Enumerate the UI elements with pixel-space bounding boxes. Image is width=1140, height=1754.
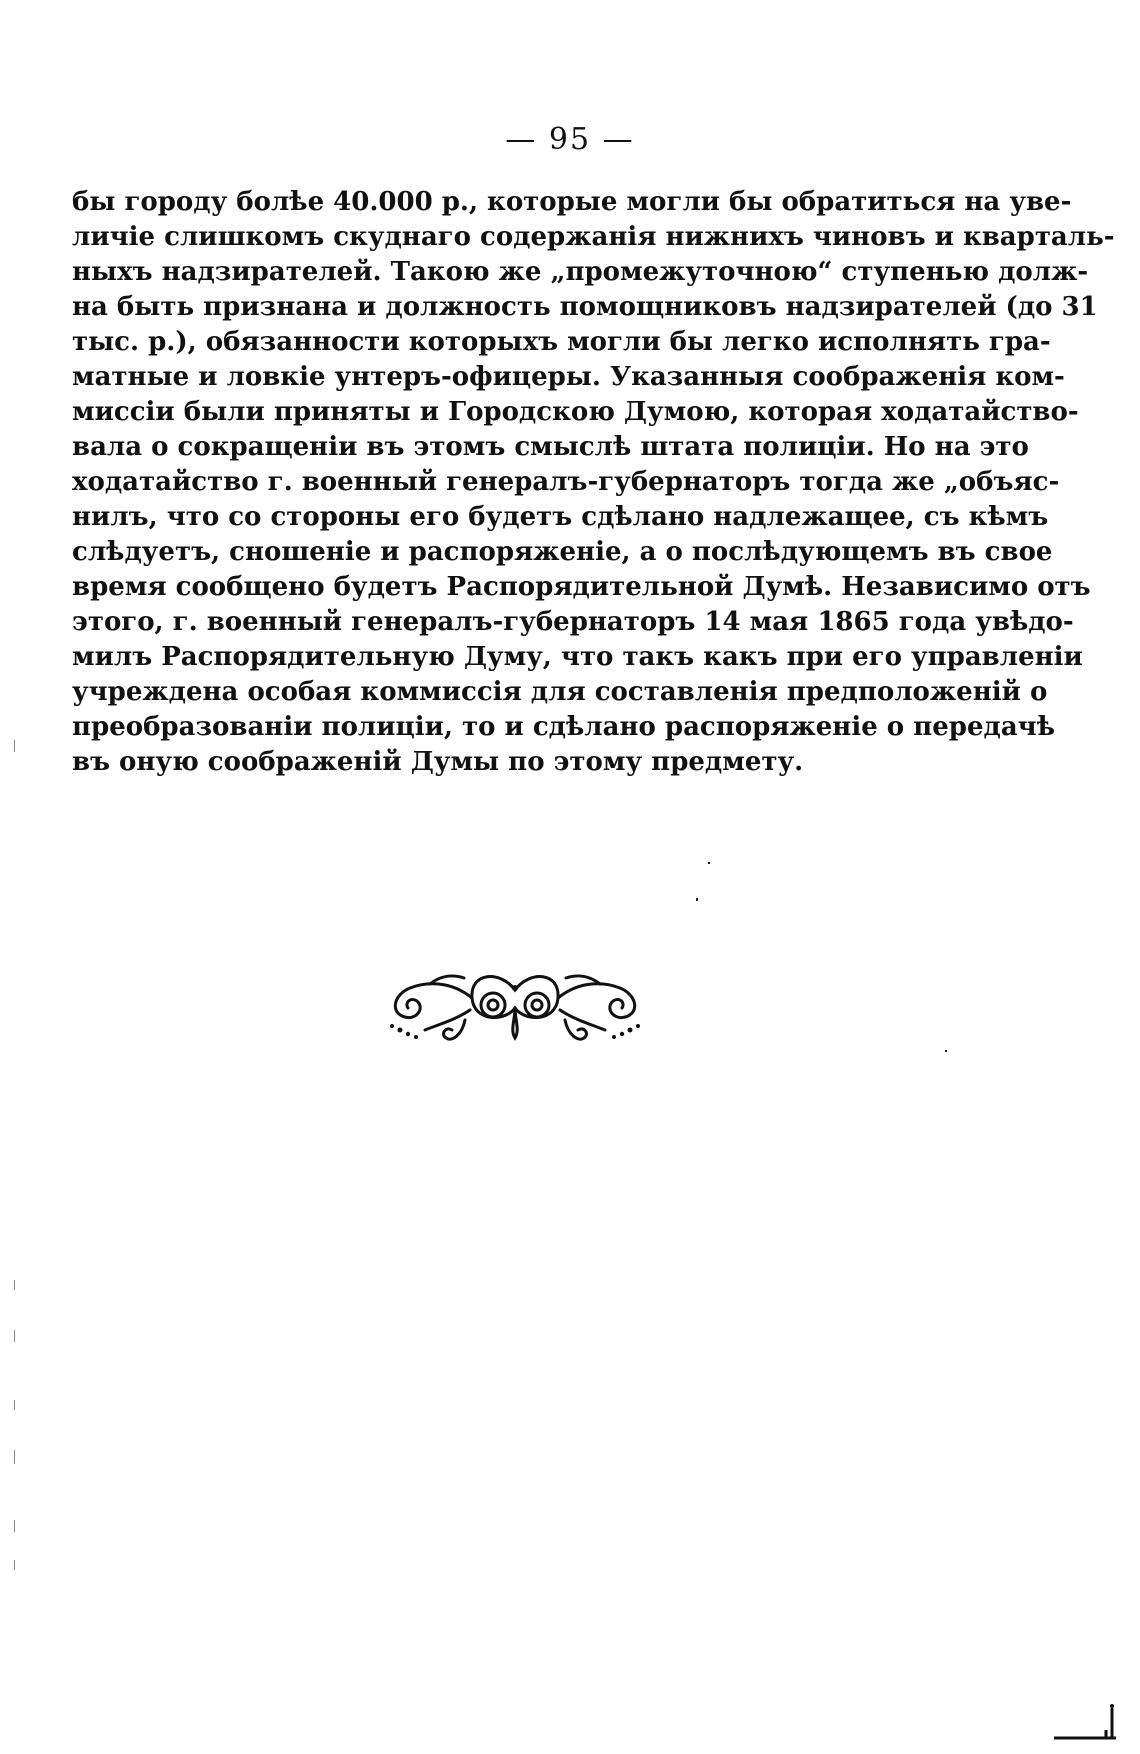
text-line: тыс. р.), обязанности которыхъ могли бы легко исполнять гра- <box>72 327 1051 357</box>
text-line: въ оную соображеній Думы по этому предмету. <box>72 747 804 777</box>
text-line: на быть признана и должность помощниковъ надзирателей (до 31 <box>72 292 1098 322</box>
margin-mark <box>14 740 15 752</box>
text-line: слѣдуетъ, сношеніе и распоряженіе, а о послѣдующемъ въ свое <box>72 537 1053 567</box>
text-line: этого, г. военный генералъ-губернаторъ 14 мая 1865 года увѣдо- <box>72 607 1074 637</box>
text-line: учреждена особая коммиссія для составленія предположеній о <box>72 677 1048 707</box>
margin-mark <box>14 1560 15 1570</box>
vignette-ornament-icon <box>370 960 660 1070</box>
text-line: бы городу болѣе 40.000 р., которые могли бы обратиться на уве- <box>72 187 1072 217</box>
text-line: ныхъ надзирателей. Такою же „промежуточною“ ступенью долж- <box>72 257 1089 287</box>
margin-mark <box>14 1450 15 1464</box>
scan-speck <box>708 862 710 864</box>
text-line: миссіи были приняты и Городскою Думою, которая ходатайство- <box>72 397 1079 427</box>
text-line: вала о сокращеніи въ этомъ смыслѣ штата полиціи. Но на это <box>72 432 1029 462</box>
margin-mark <box>14 1330 15 1342</box>
scan-speck <box>696 898 698 901</box>
margin-mark <box>14 1520 15 1532</box>
margin-mark <box>14 1280 15 1290</box>
page-number: — 95 — <box>505 122 635 157</box>
text-line: время сообщено будетъ Распорядительной Думѣ. Независимо отъ <box>72 572 1091 602</box>
corner-mark <box>1050 1702 1120 1742</box>
body-text <box>72 185 1115 780</box>
text-line: нилъ, что со стороны его будетъ сдѣлано надлежащее, съ кѣмъ <box>72 502 1049 532</box>
text-line: преобразованіи полиціи, то и сдѣлано распоряженіе о передачѣ <box>72 712 1055 742</box>
text-line: милъ Распорядительную Думу, что такъ какъ при его управленіи <box>72 642 1083 672</box>
margin-mark <box>14 1400 15 1410</box>
scan-speck <box>945 1050 947 1052</box>
text-line: личіе слишкомъ скуднаго содержанія нижнихъ чиновъ и кварталь- <box>72 222 1115 252</box>
text-line: матные и ловкіе унтеръ-офицеры. Указанныя соображенія ком- <box>72 362 1065 392</box>
text-line: ходатайство г. военный генералъ-губернаторъ тогда же „объяс- <box>72 467 1060 497</box>
